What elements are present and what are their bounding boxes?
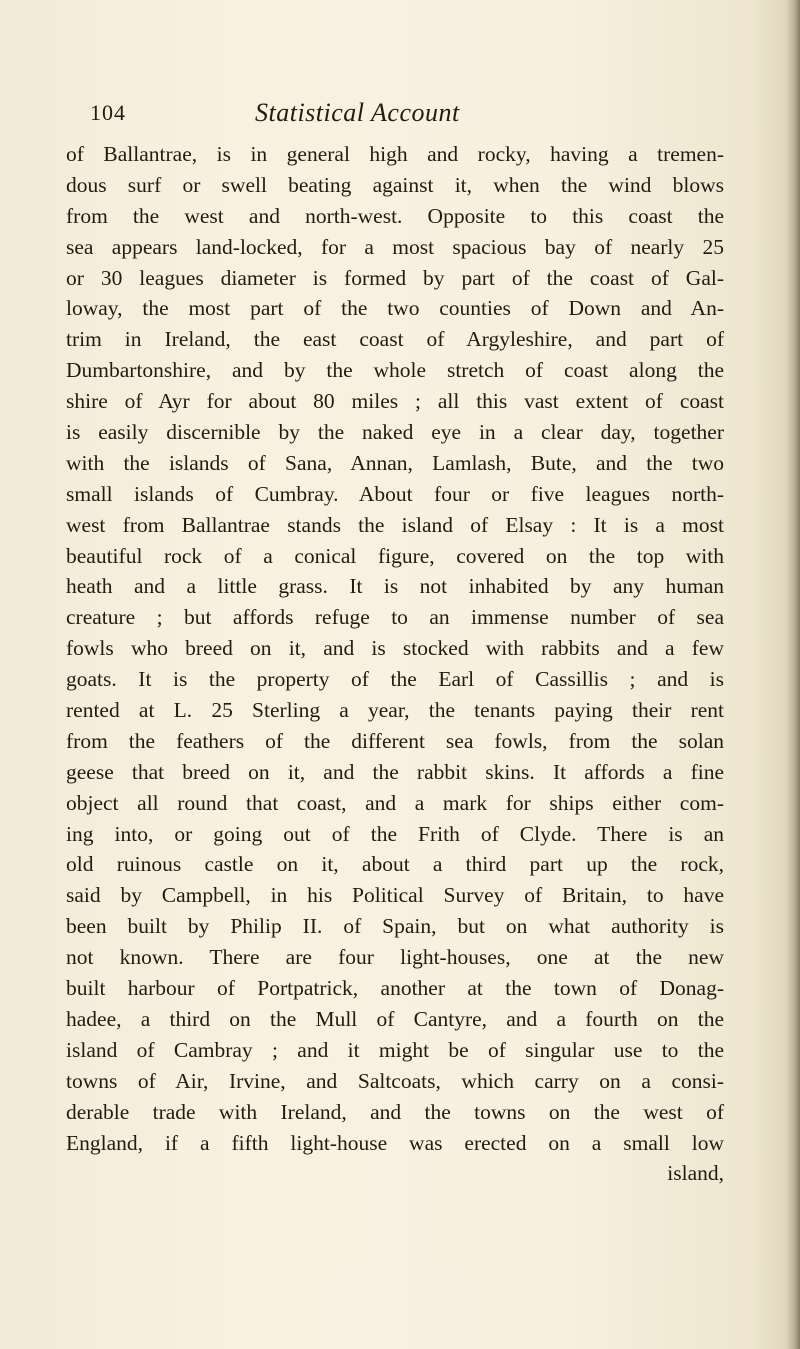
- text-line: fowls who breed on it, and is stocked with rabbits and a few: [66, 636, 724, 661]
- text-line: old ruinous castle on it, about a third part up the rock,: [66, 852, 724, 877]
- text-line: or 30 leagues diameter is formed by part of the coast of Gal-: [66, 265, 724, 290]
- catchword: island,: [667, 1161, 724, 1186]
- text-line: dous surf or swell beating against it, when the wind blows: [66, 172, 724, 197]
- text-line: derable trade with Ireland, and the towns on the west of: [66, 1099, 724, 1124]
- text-line: been built by Philip II. of Spain, but on what authority is: [66, 914, 724, 939]
- page-number: 104: [90, 100, 126, 125]
- text-line: of Ballantrae, is in general high and rocky, having a tremen-: [66, 142, 724, 166]
- page-header: [90, 100, 730, 134]
- text-line: sea appears land-locked, for a most spacious bay of nearly 25: [66, 234, 724, 259]
- text-line: England, if a fifth light-house was erected on a small low: [66, 1130, 724, 1155]
- text-line: creature ; but affords refuge to an immense number of sea: [66, 605, 724, 630]
- text-line: small islands of Cumbray. About four or five leagues north-: [66, 481, 724, 506]
- text-line: built harbour of Portpatrick, another at the town of Donag-: [66, 976, 724, 1001]
- text-line: island of Cambray ; and it might be of singular use to the: [66, 1037, 724, 1062]
- text-line: Dumbartonshire, and by the whole stretch of coast along the: [66, 358, 724, 383]
- text-line: heath and a little grass. It is not inhabited by any human: [66, 574, 724, 599]
- text-line: object all round that coast, and a mark for ships either com-: [66, 790, 724, 815]
- text-line: not known. There are four light-houses, one at the new: [66, 945, 724, 970]
- text-line: rented at L. 25 Sterling a year, the tenants paying their rent: [66, 698, 724, 723]
- text-line: with the islands of Sana, Annan, Lamlash, Bute, and the two: [66, 450, 724, 475]
- text-line: ing into, or going out of the Frith of Clyde. There is an: [66, 821, 724, 846]
- text-line: beautiful rock of a conical figure, covered on the top with: [66, 543, 724, 568]
- text-line: is easily discernible by the naked eye in a clear day, together: [66, 420, 724, 445]
- text-line: from the west and north-west. Opposite to this coast the: [66, 203, 724, 228]
- running-head: Statistical Account: [255, 98, 460, 127]
- text-line: said by Campbell, in his Political Survey of Britain, to have: [66, 883, 724, 908]
- text-line: from the feathers of the different sea fowls, from the solan: [66, 728, 724, 753]
- text-line: trim in Ireland, the east coast of Argyleshire, and part of: [66, 327, 724, 352]
- text-line: hadee, a third on the Mull of Cantyre, and a fourth on the: [66, 1006, 724, 1031]
- text-line: geese that breed on it, and the rabbit skins. It affords a fine: [66, 759, 724, 784]
- text-line: towns of Air, Irvine, and Saltcoats, which carry on a consi-: [66, 1068, 724, 1093]
- text-line: goats. It is the property of the Earl of Cassillis ; and is: [66, 667, 724, 692]
- page-edge-shadow: [786, 0, 800, 1349]
- text-line: shire of Ayr for about 80 miles ; all this vast extent of coast: [66, 389, 724, 414]
- body-text: [66, 139, 724, 1189]
- text-line: loway, the most part of the two counties of Down and An-: [66, 296, 724, 321]
- text-line: west from Ballantrae stands the island of Elsay : It is a most: [66, 512, 724, 537]
